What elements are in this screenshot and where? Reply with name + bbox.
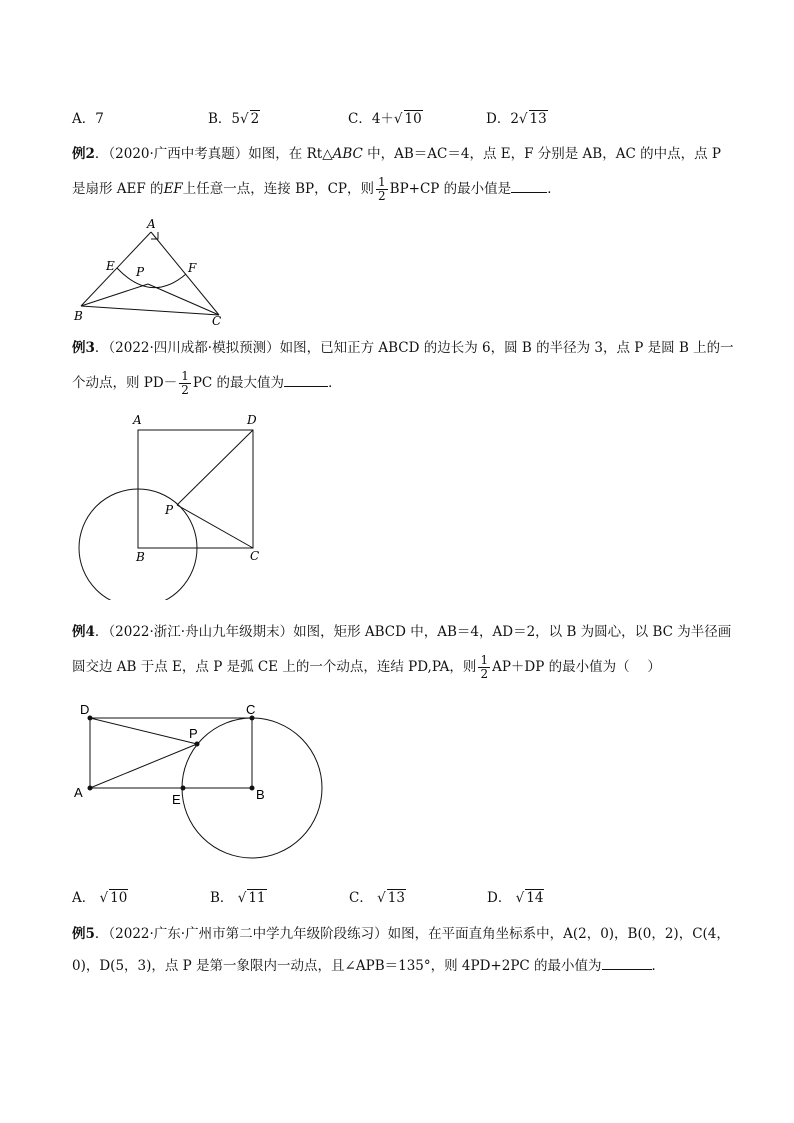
example-3-line-2: 个动点，则 PD－ $\frac{1}{2}$ PC 的最大值为 ．	[72, 369, 342, 397]
label-f: F	[188, 261, 197, 275]
option-d: D．2√ 13	[486, 111, 547, 127]
label-d: D	[80, 702, 90, 717]
label-p: P	[165, 503, 174, 517]
label-e: E	[172, 792, 181, 807]
label-c: C	[250, 549, 260, 563]
label-d: D	[247, 413, 257, 427]
example-5-line-2: 0)，D(5，3)，点 P 是第一象限内一动点，且∠APB＝135°，则 4PD+2PC 的最小值为 ．	[72, 958, 666, 974]
label-c: C	[246, 702, 256, 717]
example-3-figure	[70, 410, 270, 600]
label-b: B	[256, 787, 265, 802]
ex4-option-d: D． √ 14	[487, 890, 544, 906]
ex4-option-b: B． √ 11	[210, 890, 266, 906]
example-4-line-2: 圆交边 AB 于点 E，点 P 是弧 CE 上的一个动点，连结 PD,PA，则 $\frac{1}{2}$ AP＋DP 的最小值为（ ）	[72, 653, 661, 681]
label-e: E	[106, 259, 115, 273]
option-b: B．5√ 2	[208, 111, 260, 127]
label-c: C	[212, 314, 222, 328]
example-4-line-1: 例4．（2022·浙江·舟山九年级期末）如图，矩形 ABCD 中，AB＝4，AD＝2，以 B 为圆心，以 BC 为半径画	[72, 624, 732, 640]
example-5-line-1: 例5．（2022·广东·广州市第二中学九年级阶段练习）如图，在平面直角坐标系中，A(2，0)，B(0，2)，C(4，	[72, 926, 730, 942]
label-b: B	[136, 550, 145, 564]
example-2-line-2: 是扇形 AEF 的EF上任意一点，连接 BP，CP，则 $\frac{1}{2}$ BP+CP 的最小值是 ．	[72, 175, 561, 203]
label-b: B	[74, 309, 83, 323]
example-2-figure	[70, 212, 240, 328]
ex4-option-c: C． √ 13	[349, 890, 405, 906]
example-2-line-1: 例2．（2020·广西中考真题）如图，在 Rt△ABC 中，AB＝AC＝4，点 E，F 分别是 AB，AC 的中点，点 P	[72, 146, 721, 162]
option-c: C．4＋√ 10	[348, 111, 422, 127]
label-a: A	[147, 217, 156, 231]
label-p: P	[189, 726, 198, 741]
option-a: A．7	[72, 111, 104, 127]
label-p: P	[136, 265, 145, 279]
label-a: A	[74, 785, 83, 800]
ex4-option-a: A． √ 10	[72, 890, 128, 906]
example-3-line-1: 例3．（2022·四川成都·模拟预测）如图，已知正方 ABCD 的边长为 6，圆 B 的半径为 3，点 P 是圆 B 上的一	[72, 340, 734, 356]
label-a: A	[133, 413, 142, 427]
example-4-figure	[70, 698, 330, 862]
